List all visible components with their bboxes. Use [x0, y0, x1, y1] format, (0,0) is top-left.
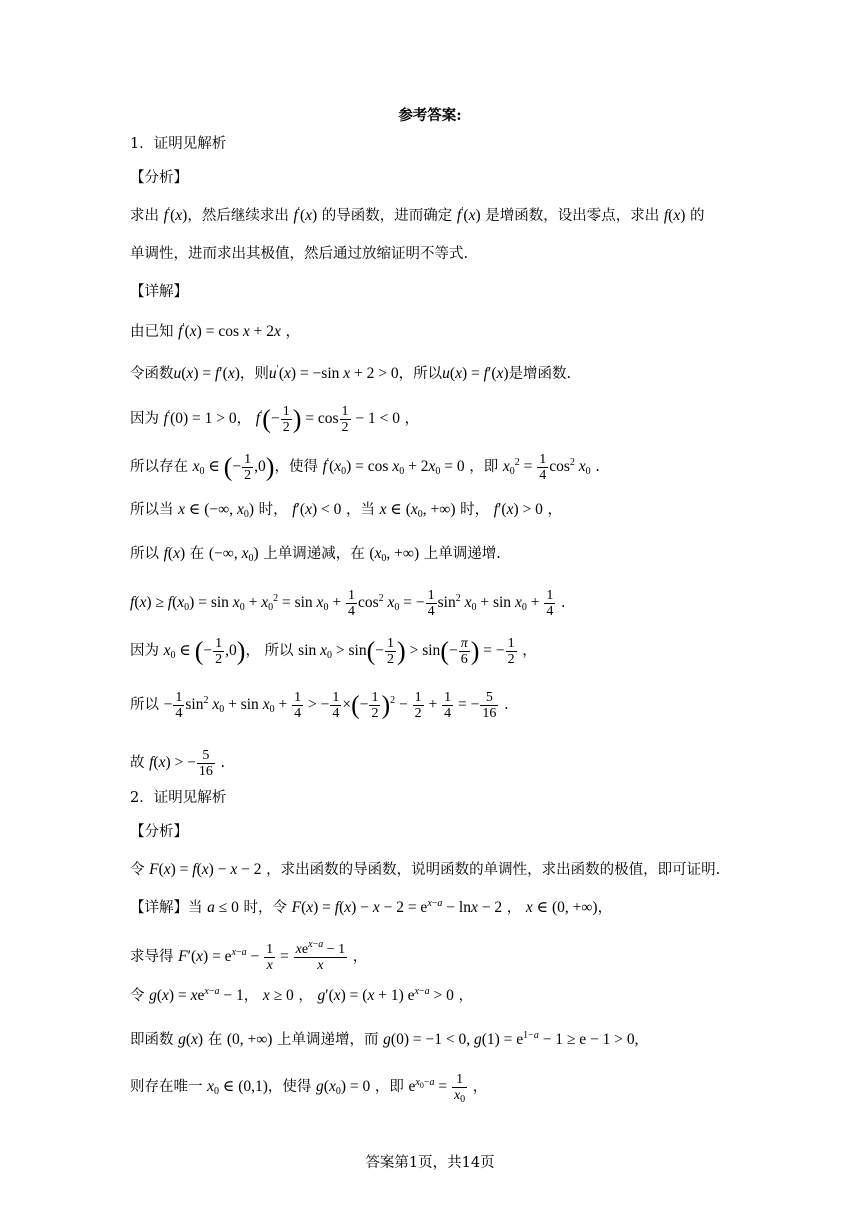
- analysis-text-1: 求出 f′(x)，然后继续求出 f′(x) 的导函数，进而确定 f′(x) 是增函数，设出零点，求出 f(x) 的: [130, 206, 705, 224]
- detail-line-F-derivative: 求导得 $F'(x) = e^{x-a}$ − $\frac{1}{x}$ = $\frac{xe^{x-a} - 1}{x}$ ，: [130, 939, 368, 973]
- detail-line-unique-zero: 则存在唯一 $x_0$ ∈ (0,1)，使得 $g(x_0) = 0$ ，即 $e^{x_0-a}$ = $\frac{1}{x_0}$ ，: [130, 1072, 488, 1105]
- detail-line-define-F: 【详解】当 a ≤ 0 时，令 $F(x) = f(x) - x - 2 = e^{x-a} - \ln x - 2$ ， x ∈ (0, +∞)，: [130, 898, 613, 916]
- detail-line-define-g: 令 $g(x) = xe^{x-a} - 1$， x ≥ 0 ， g′(x) = (x + 1) $e^{x-a} > 0$ ，: [130, 986, 473, 1004]
- detail-line-derivative: 由已知 f′(x) = cos x + 2x ，: [130, 322, 301, 340]
- answer-heading-1: 1．证明见解析: [130, 136, 227, 152]
- detail-line-g-monotonic: 即函数 g(x) 在 (0, +∞) 上单调递增，而 g(0) = −1 < 0, $g(1) = e^{1-a} - 1 \ge e - 1 > 0$,: [130, 1030, 639, 1048]
- section-detail-1: 【详解】: [130, 284, 188, 300]
- detail-line-conclusion: 故 f(x) > − $\frac{5}{16}$ .: [130, 748, 226, 779]
- page-title: 参考答案:: [398, 107, 462, 124]
- detail-line-zero: 所以存在 $x_0$ ∈ (− $\frac{1}{2}$ ,0)，使得 $f'(x_0) = \cos x_0 + 2x_0 = 0$ ，即 $x_0^2$ = $\frac{1}{4}$ $\cos^2 x_0$ .: [130, 452, 600, 483]
- detail-line-minimum: $f(x) \ge f(x_0) = \sin x_0 + x_0^2 = \sin x_0$ + $\frac{1}{4}$ $\cos^2 x_0$ = − $\frac{1}{4}$ $\sin^2 x_0 + \sin x_0$ + $\frac{1}{4}$ .: [130, 588, 566, 619]
- detail-line-estimate: 所以 − $\frac{1}{4}$ $\sin^2 x_0 + \sin x_0$ + $\frac{1}{4}$ > − $\frac{1}{4}$ ×(− $\frac{1}{2}$ )$^2$ − $\frac{1}{2}$ + $\frac{1}{4}$ = − $\frac{5}{16}$ .: [130, 690, 509, 721]
- analysis-text-2: 单调性，进而求出其极值，然后通过放缩证明不等式.: [130, 246, 469, 262]
- section-analysis-2: 【分析】: [130, 824, 188, 840]
- answer-heading-2: 2．证明见解析: [130, 790, 227, 806]
- detail-line-signs: 因为 f′(0) = 1 > 0， f′(− $\frac{1}{2}$ ) = cos $\frac{1}{2}$ − 1 < 0 ，: [130, 404, 420, 435]
- page-footer: 答案第1页，共14页: [365, 1155, 495, 1171]
- detail-line-increasing: 令函数u(x) = f′(x)，则u′(x) = −sin x + 2 > 0，所以u(x) = f′(x)是增函数.: [130, 364, 572, 382]
- section-analysis-1: 【分析】: [130, 170, 188, 186]
- analysis-text-3: 令 F(x) = f(x) − x − 2 ，求出函数的导函数，说明函数的单调性，求出函数的极值，即可证明.: [130, 861, 721, 878]
- detail-line-sine-bound: 因为 $x_0$ ∈ (− $\frac{1}{2}$ ,0)， 所以 $\sin x_0 > \sin(-$ $\frac{1}{2}$ ) > sin(− $\frac{\pi}{6}$ ) = − $\frac{1}{2}$ ，: [130, 636, 537, 667]
- detail-line-intervals: 所以当 x ∈ (−∞, $x_0$) 时， f′(x) < 0 ，当 x ∈ ($x_0$, +∞) 时， f′(x) > 0 ，: [130, 501, 562, 520]
- detail-line-monotonic: 所以 f(x) 在 (−∞, $x_0$) 上单调递减，在 ($x_0$, +∞) 上单调递增.: [130, 545, 501, 564]
